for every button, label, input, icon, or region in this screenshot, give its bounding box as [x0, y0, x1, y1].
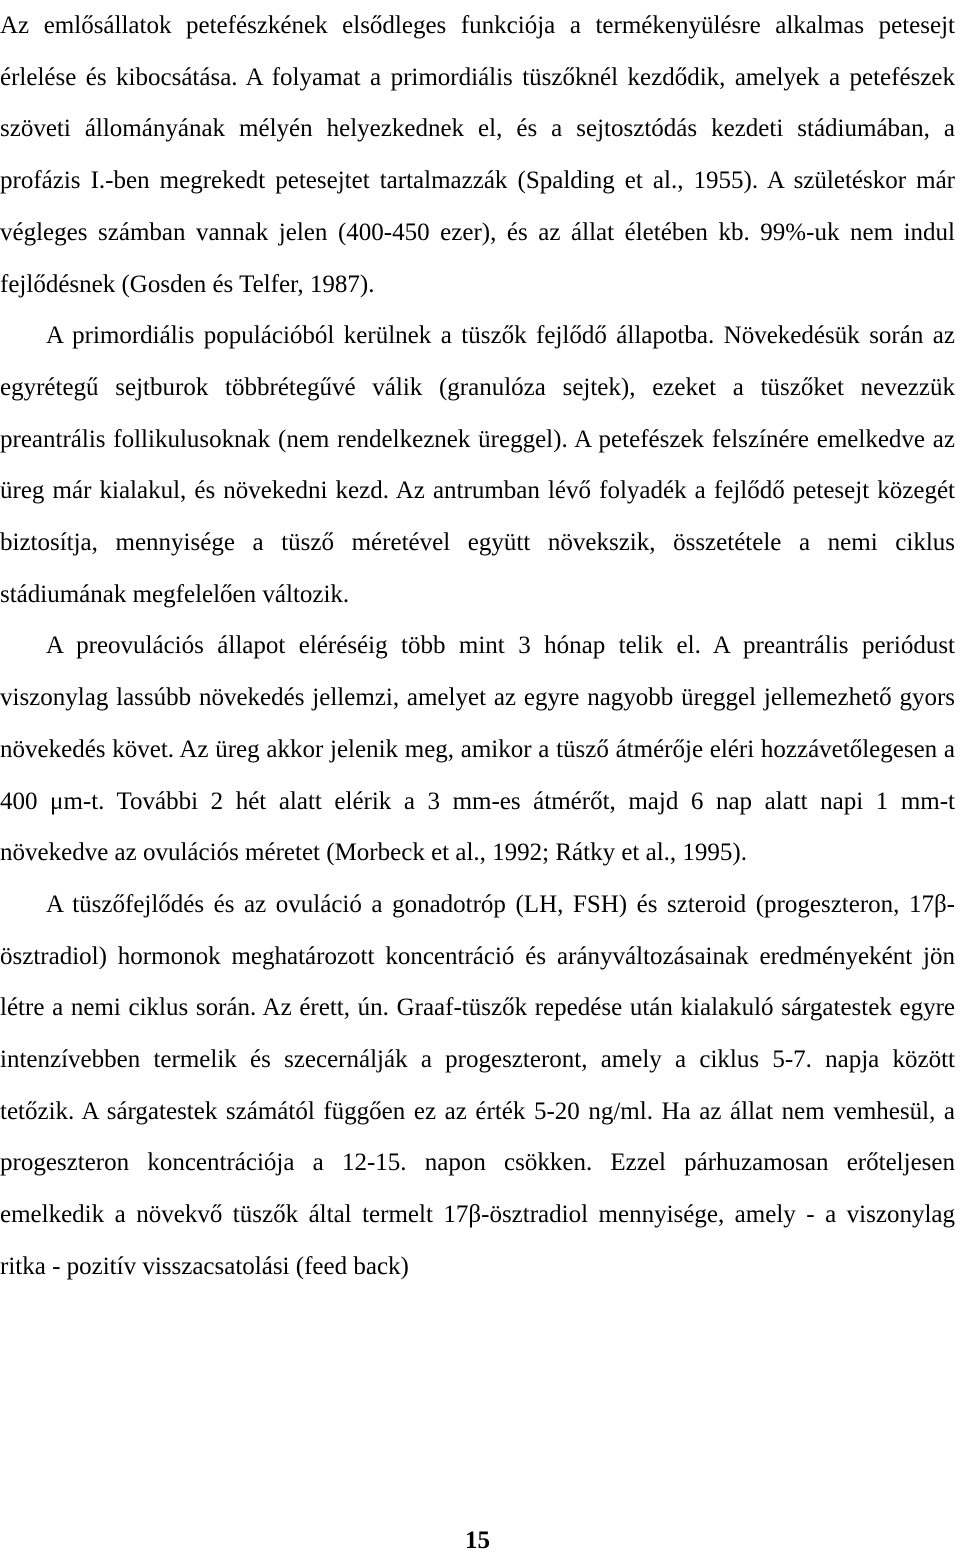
paragraph-4: A tüszőfejlődés és az ovuláció a gonadotróp (LH, FSH) és szteroid (progeszteron, 17β-ösztradiol) hormonok meghatározott koncentráció és arányváltozásainak eredményeként jön létre a nemi ciklus során. Az érett, ún. Graaf-tüszők repedése után kialakuló sárgatestek egyre intenzívebben termelik és szecernálják a progeszteront, amely a ciklus 5-7. napja között tetőzik. A sárgatestek számától függően ez az érték 5-20 ng/ml. Ha az állat nem vemhesül, a progeszteron koncentrációja a 12-15. napon csökken. Ezzel párhuzamosan erőteljesen emelkedik a növekvő tüszők által termelt 17β-ösztradiol mennyisége, amely - a viszonylag ritka - pozitív visszacsatolási (feed back): [0, 890, 955, 1280]
paragraph-3: A preovulációs állapot eléréséig több mint 3 hónap telik el. A preantrális periódust viszonylag lassúbb növekedés jellemzi, amelyet az egyre nagyobb üreggel jellemezhető gyors növekedés követ. Az üreg akkor jelenik meg, amikor a tüsző átmérője eléri hozzávetőlegesen a 400 μm-t. További 2 hét alatt elérik a 3 mm-es átmérőt, majd 6 nap alatt napi 1 mm-t növekedve az ovulációs méretet (Morbeck et al., 1992; Rátky et al., 1995).: [0, 632, 955, 867]
paragraph-1: Az emlősállatok petefészkének elsődleges funkciója a termékenyülésre alkalmas petesejt érlelése és kibocsátása. A folyamat a primordiális tüszőknél kezdődik, amelyek a petefészek szöveti állományának mélyén helyezkednek el, és a sejtosztódás kezdeti stádiumában, a profázis I.-ben megrekedt petesejtet tartalmazzák (Spalding et al., 1955). A születéskor már végleges számban vannak jelen (400-450 ezer), és az állat életében kb. 99%-uk nem indul fejlődésnek (Gosden és Telfer, 1987).: [0, 12, 955, 298]
page-number: 15: [465, 1527, 490, 1554]
paragraph-2: A primordiális populációból kerülnek a tüszők fejlődő állapotba. Növekedésük során az egyrétegű sejtburok többrétegűvé válik (granulóza sejtek), ezeket a tüszőket nevezzük preantrális follikulusoknak (nem rendelkeznek üreggel). A petefészek felszínére emelkedve az üreg már kialakul, és növekedni kezd. Az antrumban lévő folyadék a fejlődő petesejt közegét biztosítja, mennyisége a tüsző méretével együtt növekszik, összetétele a nemi ciklus stádiumának megfelelően változik.: [0, 322, 955, 608]
